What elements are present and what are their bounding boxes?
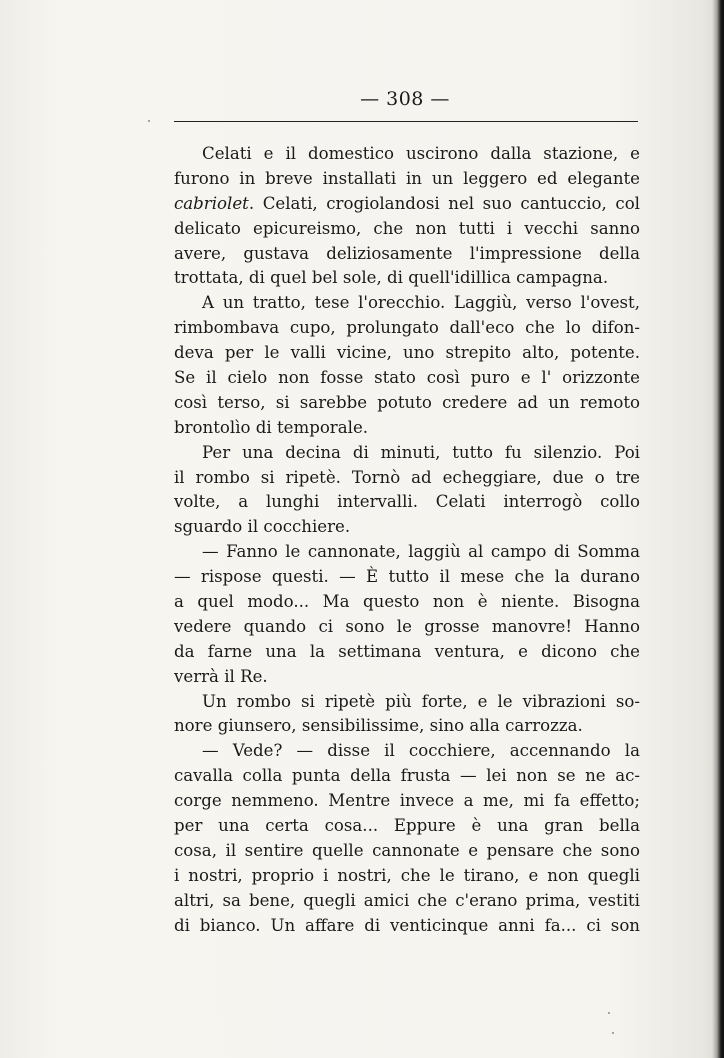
text-line <box>174 889 640 914</box>
text-line <box>174 590 640 615</box>
text-segment: corge nemmeno. Mentre invece a me, mi fa effetto; <box>174 791 640 811</box>
text-line <box>174 391 640 416</box>
text-line <box>174 764 640 789</box>
text-segment: per una certa cosa... Eppure è una gran bella <box>174 816 640 836</box>
text-segment: il rombo si ripetè. Tornò ad echeggiare, due o tre <box>174 467 640 487</box>
text-line <box>174 316 640 341</box>
text-segment: — Fanno le cannonate, laggiù al campo di Somma <box>202 542 640 562</box>
book-spine-shadow <box>712 0 724 1058</box>
text-line <box>174 266 640 291</box>
text-line <box>174 167 640 192</box>
text-line <box>174 665 640 690</box>
page-number-header: — 308 — <box>360 88 450 110</box>
text-line <box>174 640 640 665</box>
text-segment: sguardo il cocchiere. <box>174 517 351 537</box>
text-line <box>174 142 640 167</box>
text-segment: furono in breve installati in un leggero ed elegante <box>174 168 640 188</box>
text-segment: trottata, di quel bel sole, di quell'idillica campagna. <box>174 268 609 288</box>
text-line <box>174 690 640 715</box>
text-line <box>174 341 640 366</box>
text-line <box>174 839 640 864</box>
text-segment: A un tratto, tese l'orecchio. Laggiù, verso l'ovest, <box>202 293 640 313</box>
text-line <box>174 217 640 242</box>
text-segment: a quel modo... Ma questo non è niente. Bisogna <box>174 592 640 612</box>
text-segment: cosa, il sentire quelle cannonate e pensare che sono <box>174 840 640 860</box>
text-line <box>174 466 640 491</box>
text-segment: vedere quando ci sono le grosse manovre! Hanno <box>174 616 640 636</box>
text-segment: così terso, si sarebbe potuto credere ad un remoto <box>174 392 640 412</box>
text-segment: i nostri, proprio i nostri, che le tirano, e non quegli <box>174 865 640 885</box>
header-rule <box>174 121 638 122</box>
paper-speck <box>148 120 150 122</box>
text-segment: altri, sa bene, quegli amici che c'erano prima, vestiti <box>174 890 640 910</box>
body-text <box>174 142 640 939</box>
text-line <box>174 565 640 590</box>
text-segment: volte, a lunghi intervalli. Celati interrogò collo <box>174 492 640 512</box>
text-line <box>174 515 640 540</box>
text-line <box>174 714 640 739</box>
text-line <box>174 366 640 391</box>
text-segment: cavalla colla punta della frusta — lei non se ne ac- <box>174 766 640 786</box>
text-segment: Per una decina di minuti, tutto fu silenzio. Poi <box>202 442 640 462</box>
text-line <box>174 864 640 889</box>
text-segment: brontolìo di temporale. <box>174 417 369 437</box>
text-segment: delicato epicureismo, che non tutti i vecchi sanno <box>174 218 640 238</box>
text-segment: Un rombo si ripetè più forte, e le vibrazioni so- <box>202 691 640 711</box>
text-segment: verrà il Re. <box>174 666 268 686</box>
paper-speck <box>608 1012 610 1014</box>
text-segment: rimbombava cupo, prolungato dall'eco che lo difon- <box>174 318 640 338</box>
text-line <box>174 416 640 441</box>
text-line <box>174 441 640 466</box>
text-segment: — rispose questi. — È tutto il mese che la durano <box>174 567 640 587</box>
text-line <box>174 615 640 640</box>
text-line <box>174 789 640 814</box>
text-line <box>174 291 640 316</box>
paper-speck <box>612 1032 614 1034</box>
text-line <box>174 739 640 764</box>
text-segment: Se il cielo non fosse stato così puro e l' orizzonte <box>174 368 640 388</box>
text-segment: di bianco. Un affare di venticinque anni fa... ci son <box>174 915 640 935</box>
text-line <box>174 914 640 939</box>
text-line <box>174 192 640 217</box>
text-line <box>174 490 640 515</box>
text-segment: deva per le valli vicine, uno strepito alto, potente. <box>174 343 640 363</box>
text-segment: avere, gustava deliziosamente l'impressione della <box>174 243 640 263</box>
text-segment: . Celati, crogiolandosi nel suo cantuccio, col <box>248 193 640 213</box>
text-segment: Celati e il domestico uscirono dalla stazione, e <box>202 144 640 163</box>
text-line <box>174 814 640 839</box>
text-segment: nore giunsero, sensibilissime, sino alla carrozza. <box>174 716 583 736</box>
text-segment: da farne una la settimana ventura, e dicono che <box>174 641 640 661</box>
text-segment: — Vede? — disse il cocchiere, accennando la <box>202 741 640 761</box>
text-line <box>174 242 640 267</box>
italic-word: cabriolet <box>174 193 249 213</box>
text-line <box>174 540 640 565</box>
